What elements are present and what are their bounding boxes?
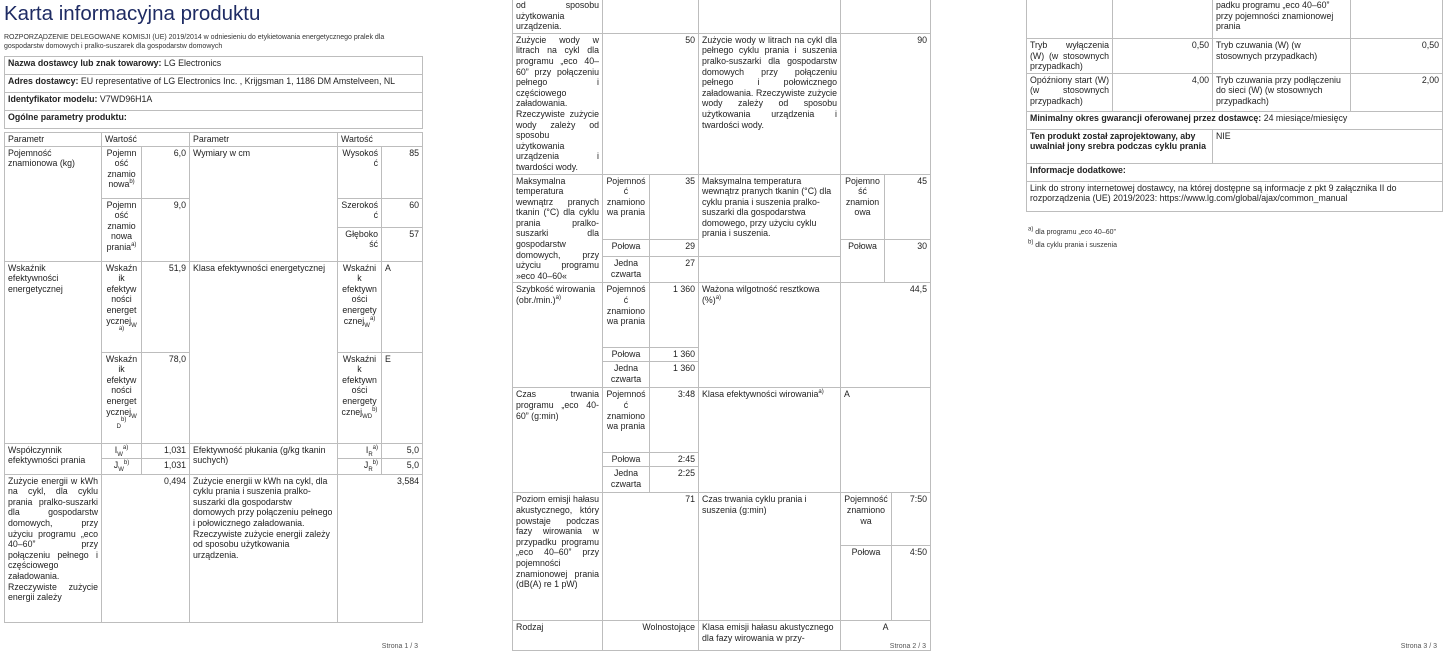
standby-value: 0,50 bbox=[1351, 39, 1443, 74]
wd-duration-cells bbox=[841, 493, 931, 621]
spin-half-value: 1 360 bbox=[650, 348, 699, 362]
additional-info-heading: Informacje dodatkowe: bbox=[1027, 163, 1443, 181]
dur-quarter-value: 2:25 bbox=[650, 467, 699, 493]
eei-wd-value: 78,0 bbox=[142, 352, 190, 443]
wd-dur-rated-value: 7:50 bbox=[909, 494, 927, 505]
capacity-sub-label: Pojemność znamionowa$^{b)}$ bbox=[102, 146, 142, 198]
continued-text: padku programu „eco 40–60” przy pojemności znamionowej prania bbox=[1213, 0, 1351, 39]
class-w-value: A bbox=[382, 261, 423, 352]
page-number: Strona 3 / 3 bbox=[1400, 643, 1437, 650]
capacity-sub-label: Pojemność znamionowa prania$^{a)}$ bbox=[102, 198, 142, 261]
address-row: Adres dostawcy: EU representative of LG Electronics Inc. , Krijgsman 1, 1186 DM Amstelveen, NL bbox=[5, 75, 423, 93]
header-value: Wartość bbox=[102, 133, 190, 147]
model-row: Identyfikator modelu: V7WD96H1A bbox=[5, 93, 423, 111]
quarter-label: Jedna czwarta bbox=[603, 362, 650, 388]
water-w-value: 50 bbox=[603, 33, 699, 174]
class-wd-value: E bbox=[382, 352, 423, 443]
energy-w-label: Zużycie energii w kWh na cykl, dla cyklu prania pralko-suszarki dla gospodarstw domowych, przy użyciu programu „eco 40–60” przy połączeniu pełnego i częściowego załadowania. Rzeczywiste zużycie energii zależy bbox=[5, 474, 102, 622]
eei-sub-label: Wskaźnik efektywności energetycznej$_W^{a)}$ bbox=[102, 261, 142, 352]
half-label: Połowa bbox=[603, 348, 650, 362]
temp-wd-rated-value: 45 bbox=[885, 174, 931, 239]
off-mode-label: Tryb wyłączenia (W) (w stosownych przypadkach) bbox=[1027, 39, 1113, 74]
half-label: Połowa bbox=[841, 239, 885, 283]
noise-class-label: Klasa emisji hałasu akustycznego dla fazy wirowania w przy- bbox=[699, 621, 841, 651]
continued-text: od sposobu użytkowania urządzenia. bbox=[513, 0, 603, 33]
half-label: Połowa bbox=[603, 239, 650, 257]
capacity-label: Pojemność znamionowa (kg) bbox=[5, 146, 102, 261]
delay-start-label: Opóźniony start (W) (w stosownych przypadkach) bbox=[1027, 73, 1113, 111]
jr-value: 5,0 bbox=[382, 458, 423, 474]
temp-quarter-value: 27 bbox=[650, 257, 699, 283]
jw-label: $J_W^{b)}$ bbox=[102, 458, 142, 474]
rated-label: Pojemność znamionowa bbox=[841, 493, 892, 545]
depth-value: 57 bbox=[409, 228, 419, 239]
moisture-label: Ważona wilgotność resztkowa (%)$^{a)}$ bbox=[699, 283, 841, 388]
energy-w-value: 0,494 bbox=[102, 474, 190, 622]
jw-value: 1,031 bbox=[142, 458, 190, 474]
temp-half-value: 29 bbox=[650, 239, 699, 257]
dimensions-values bbox=[382, 198, 423, 261]
depth-label: Głębokość bbox=[345, 228, 378, 250]
temp-w-label: Maksymalna temperatura wewnątrz pranych tkanin (°C) dla cyklu prania pralko-suszarki dla gospodarstw domowych, przy użyciu programu »eco 40–60« bbox=[513, 174, 603, 283]
page-number: Strona 2 / 3 bbox=[889, 643, 926, 650]
eei-w-value: 51,9 bbox=[142, 261, 190, 352]
noise-value: 71 bbox=[603, 493, 699, 621]
ir-value: 5,0 bbox=[382, 443, 423, 458]
water-wd-value: 90 bbox=[841, 33, 931, 174]
energy-wd-label: Zużycie energii w kWh na cykl, dla cyklu prania i suszenia pralko-suszarki dla gospodarstw domowych przy połączeniu pełnego i połowicznego załadowania. Rzeczywiste zużycie energii zależy od sposobu użytkowania urządzenia. bbox=[190, 474, 338, 622]
spin-class-label: Klasa efektywności wirowania$^{a)}$ bbox=[699, 388, 841, 493]
rated-label: Pojemność znamionowa prania bbox=[603, 283, 650, 348]
params-table-p2 bbox=[512, 0, 931, 651]
ir-label: $I_R^{a)}$ bbox=[338, 443, 382, 458]
height-label: Wysokość bbox=[338, 146, 382, 198]
jr-label: $J_R^{b)}$ bbox=[338, 458, 382, 474]
spin-speed-label: Szybkość wirowania $(obr./\min.)^{a)}$ bbox=[513, 283, 603, 388]
type-label: Rodzaj bbox=[513, 621, 603, 651]
wash-eff-label: Współczynnik efektywności prania bbox=[5, 443, 102, 474]
type-value: Wolnostojące bbox=[603, 621, 699, 651]
header-param: Parametr bbox=[190, 133, 338, 147]
noise-class-value: A bbox=[841, 621, 931, 651]
capacity-value: 6,0 bbox=[142, 146, 190, 198]
capacity-value: 9,0 bbox=[142, 198, 190, 261]
page-number: Strona 1 / 3 bbox=[381, 643, 418, 650]
half-label: Połowa bbox=[603, 453, 650, 467]
dimensions-label: Wymiary w cm bbox=[190, 146, 338, 261]
spin-class-value: A bbox=[841, 388, 931, 493]
silver-ions-value: NIE bbox=[1213, 129, 1443, 163]
height-value: 85 bbox=[382, 146, 423, 198]
page-2 bbox=[510, 0, 934, 653]
quarter-label: Jedna czwarta bbox=[603, 467, 650, 493]
rinse-label: Efektywność płukania (g/kg tkanin suchych) bbox=[190, 443, 338, 474]
header-value: Wartość bbox=[338, 133, 423, 147]
spin-rated-value: 1 360 bbox=[650, 283, 699, 348]
footnote-b: $^{b)}$ dla cyklu prania i suszenia bbox=[1028, 239, 1117, 249]
wd-duration-label: Czas trwania cyklu prania i suszenia (g:min) bbox=[699, 493, 841, 621]
temp-rated-value: 35 bbox=[650, 174, 699, 239]
dur-rated-value: 3:48 bbox=[650, 388, 699, 453]
half-label: Połowa bbox=[841, 546, 892, 620]
page-3 bbox=[1022, 0, 1445, 653]
eei-sub-label: Wskaźnik efektywności energetycznej$_{WD}^{b)}$ bbox=[102, 352, 142, 443]
rated-label: Pojemność znamionowa prania bbox=[603, 388, 650, 453]
warranty-row: Minimalny okres gwarancji oferowanej przez dostawcę: 24 miesiące/miesięcy bbox=[1027, 111, 1443, 129]
params-table-p3 bbox=[1026, 0, 1443, 212]
dur-half-value: 2:45 bbox=[650, 453, 699, 467]
document-title: Karta informacyjna produktu bbox=[4, 2, 261, 25]
energy-class-label: Klasa efektywności energetycznej bbox=[190, 261, 338, 443]
iw-label: $I_W^{a)}$ bbox=[102, 443, 142, 458]
standby-label: Tryb czuwania (W) (w stosownych przypadkach) bbox=[1213, 39, 1351, 74]
quarter-label: Jedna czwarta bbox=[603, 257, 650, 283]
duration-label: Czas trwania programu „eco 40-60” (g:min) bbox=[513, 388, 603, 493]
network-standby-label: Tryb czuwania przy podłączeniu do sieci (W) (w stosownych przypadkach) bbox=[1213, 73, 1351, 111]
regulation-text: ROZPORZĄDZENIE DELEGOWANE KOMISJI (UE) 2019/2014 w odniesieniu do etykietowania energetycznego pralek dla gospodarstw domowych i pralko-suszarek dla gospodarstw domowych bbox=[4, 34, 385, 50]
noise-label: Poziom emisji hałasu akustycznego, który powstaje podczas fazy wirowania w przypadku programu „eco 40–60” przy pojemności znamionowej prania (dB(A) re 1 pW) bbox=[513, 493, 603, 621]
water-wd-label: Zużycie wody w litrach na cykl dla pełnego cyklu prania i suszenia pralko-suszarki dla gospodarstw domowych przy połączeniu pełnego i połowicznego załadowania. Rzeczywiste zużycie wody zależy od sposobu użytkowania urządzenia i twardości wody. bbox=[699, 33, 841, 174]
moisture-value: 44,5 bbox=[841, 283, 931, 388]
eei-sub-label: Wskaźnik efektywności energetycznej$_W^{a)}$ bbox=[338, 261, 382, 352]
rated-label: Pojemność znamionowa prania bbox=[603, 174, 650, 239]
dimensions-sub bbox=[338, 198, 382, 261]
rated-label: Pojemność znamionowa bbox=[841, 174, 885, 239]
wd-dur-half-value: 4:50 bbox=[909, 547, 927, 558]
manual-link-row: Link do strony internetowej dostawcy, na której dostępne są informacje z pkt 9 załącznika II do rozporządzenia (UE) 2019/2023: https://www.lg.com/global/ajax/common_manual bbox=[1027, 181, 1443, 211]
footnote-a: $^{a)}$ dla programu „eco 40–60” bbox=[1028, 226, 1116, 236]
width-value: 60 bbox=[382, 199, 422, 228]
water-w-label: Zużycie wody w litrach na cykl dla programu „eco 40–60” przy połączeniu pełnego i częściowego załadowania. Rzeczywiste zużycie wody zależy od sposobu użytkowania urządzenia i twardości wody. bbox=[513, 33, 603, 174]
supplier-table bbox=[4, 56, 423, 129]
network-standby-value: 2,00 bbox=[1351, 73, 1443, 111]
params-table-p1 bbox=[4, 132, 423, 623]
width-label: Szerokość bbox=[338, 199, 381, 228]
supplier-row: Nazwa dostawcy lub znak towarowy: LG Electronics bbox=[5, 57, 423, 75]
delay-start-value: 4,00 bbox=[1113, 73, 1213, 111]
temp-wd-label: Maksymalna temperatura wewnątrz pranych tkanin (°C) dla cyklu prania i suszenia pralko-suszarki dla gospodarstwa domowego, przy użyciu cyklu prania i suszenia. bbox=[699, 174, 841, 257]
iw-value: 1,031 bbox=[142, 443, 190, 458]
energy-wd-value: 3,584 bbox=[338, 474, 423, 622]
page-1 bbox=[0, 0, 426, 653]
eei-label: Wskaźnik efektywności energetycznej bbox=[5, 261, 102, 443]
general-params-heading: Ogólne parametry produktu: bbox=[5, 111, 423, 129]
temp-wd-half-value: 30 bbox=[885, 239, 931, 283]
spin-quarter-value: 1 360 bbox=[650, 362, 699, 388]
silver-ions-label: Ten produkt został zaprojektowany, aby uwalniał jony srebra podczas cyklu prania bbox=[1027, 129, 1213, 163]
header-param: Parametr bbox=[5, 133, 102, 147]
off-mode-value: 0,50 bbox=[1113, 39, 1213, 74]
eei-sub-label: Wskaźnik efektywności energetycznej$_{WD}^{b)}$ bbox=[338, 352, 382, 443]
